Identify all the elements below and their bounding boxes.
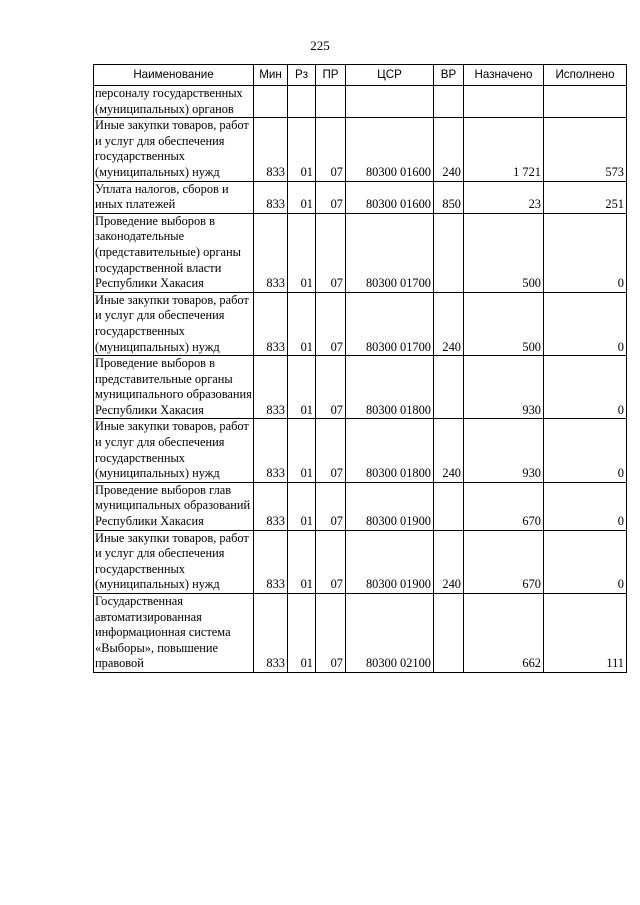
cell-min: 833 [254,530,288,593]
header-pr: ПР [316,65,346,86]
cell-executed: 111 [544,594,627,673]
cell-name: Иные закупки товаров, работ и услуг для обеспечения государственных (муниципальных) нужд [94,118,254,181]
cell-assigned: 500 [464,292,544,355]
cell-vr: 240 [434,419,464,482]
table-row [94,356,627,419]
cell-assigned: 662 [464,594,544,673]
cell-csr: 80300 01600 [346,181,434,213]
header-assigned: Назначено [464,65,544,86]
cell-rz: 01 [288,213,316,292]
cell-name: Иные закупки товаров, работ и услуг для обеспечения государственных (муниципальных) нужд [94,419,254,482]
cell-executed: 573 [544,118,627,181]
cell-rz: 01 [288,181,316,213]
table-row [94,292,627,355]
cell-name: Проведение выборов глав муниципальных образований Республики Хакасия [94,482,254,530]
cell-name: Уплата налогов, сборов и иных платежей [94,181,254,213]
table-row [94,530,627,593]
cell-csr: 80300 01800 [346,419,434,482]
cell-rz: 01 [288,118,316,181]
cell-csr: 80300 01600 [346,118,434,181]
cell-executed: 0 [544,419,627,482]
cell-vr [434,482,464,530]
cell-min: 833 [254,213,288,292]
cell-csr: 80300 01700 [346,292,434,355]
cell-executed: 0 [544,482,627,530]
cell-assigned [464,86,544,118]
cell-pr [316,86,346,118]
cell-rz: 01 [288,594,316,673]
cell-executed: 0 [544,213,627,292]
cell-rz: 01 [288,530,316,593]
cell-executed: 0 [544,530,627,593]
cell-min: 833 [254,181,288,213]
cell-assigned: 23 [464,181,544,213]
header-rz: Рз [288,65,316,86]
cell-min: 833 [254,292,288,355]
cell-name: Иные закупки товаров, работ и услуг для обеспечения государственных (муниципальных) нужд [94,292,254,355]
cell-min: 833 [254,482,288,530]
cell-pr: 07 [316,118,346,181]
cell-name: Иные закупки товаров, работ и услуг для обеспечения государственных (муниципальных) нужд [94,530,254,593]
cell-name: Проведение выборов в представительные органы муниципального образования Республики Хакасия [94,356,254,419]
cell-vr: 240 [434,118,464,181]
header-vr: ВР [434,65,464,86]
table-row [94,482,627,530]
cell-vr: 850 [434,181,464,213]
cell-csr: 80300 01700 [346,213,434,292]
cell-csr: 80300 01800 [346,356,434,419]
cell-vr [434,86,464,118]
cell-pr: 07 [316,482,346,530]
header-executed: Исполнено [544,65,627,86]
cell-assigned: 930 [464,356,544,419]
cell-pr: 07 [316,419,346,482]
cell-min [254,86,288,118]
table-row [94,419,627,482]
table-row [94,594,627,673]
header-min: Мин [254,65,288,86]
cell-pr: 07 [316,213,346,292]
table-row [94,181,627,213]
cell-pr: 07 [316,530,346,593]
cell-rz: 01 [288,419,316,482]
table-row [94,118,627,181]
cell-name: персоналу государственных (муниципальных) органов [94,86,254,118]
table-row [94,213,627,292]
cell-executed [544,86,627,118]
header-name: Наименование [94,65,254,86]
cell-vr [434,356,464,419]
cell-assigned: 930 [464,419,544,482]
cell-vr [434,213,464,292]
cell-name: Проведение выборов в законодательные (представительные) органы государственной власти Республики Хакасия [94,213,254,292]
cell-assigned: 670 [464,482,544,530]
cell-executed: 0 [544,292,627,355]
cell-rz: 01 [288,356,316,419]
cell-min: 833 [254,356,288,419]
page-number: 225 [310,38,330,53]
cell-csr: 80300 01900 [346,530,434,593]
table-header-row [94,65,627,86]
cell-rz [288,86,316,118]
budget-table [93,64,627,673]
cell-executed: 0 [544,356,627,419]
cell-name: Государственная автоматизированная информационная система «Выборы», повышение правовой [94,594,254,673]
cell-assigned: 1 721 [464,118,544,181]
cell-vr: 240 [434,292,464,355]
cell-pr: 07 [316,292,346,355]
cell-csr [346,86,434,118]
header-csr: ЦСР [346,65,434,86]
cell-min: 833 [254,118,288,181]
cell-rz: 01 [288,482,316,530]
cell-csr: 80300 01900 [346,482,434,530]
cell-min: 833 [254,419,288,482]
cell-executed: 251 [544,181,627,213]
cell-min: 833 [254,594,288,673]
cell-pr: 07 [316,594,346,673]
cell-csr: 80300 02100 [346,594,434,673]
table-row [94,86,627,118]
cell-pr: 07 [316,181,346,213]
cell-rz: 01 [288,292,316,355]
cell-vr: 240 [434,530,464,593]
cell-assigned: 500 [464,213,544,292]
cell-pr: 07 [316,356,346,419]
cell-assigned: 670 [464,530,544,593]
cell-vr [434,594,464,673]
